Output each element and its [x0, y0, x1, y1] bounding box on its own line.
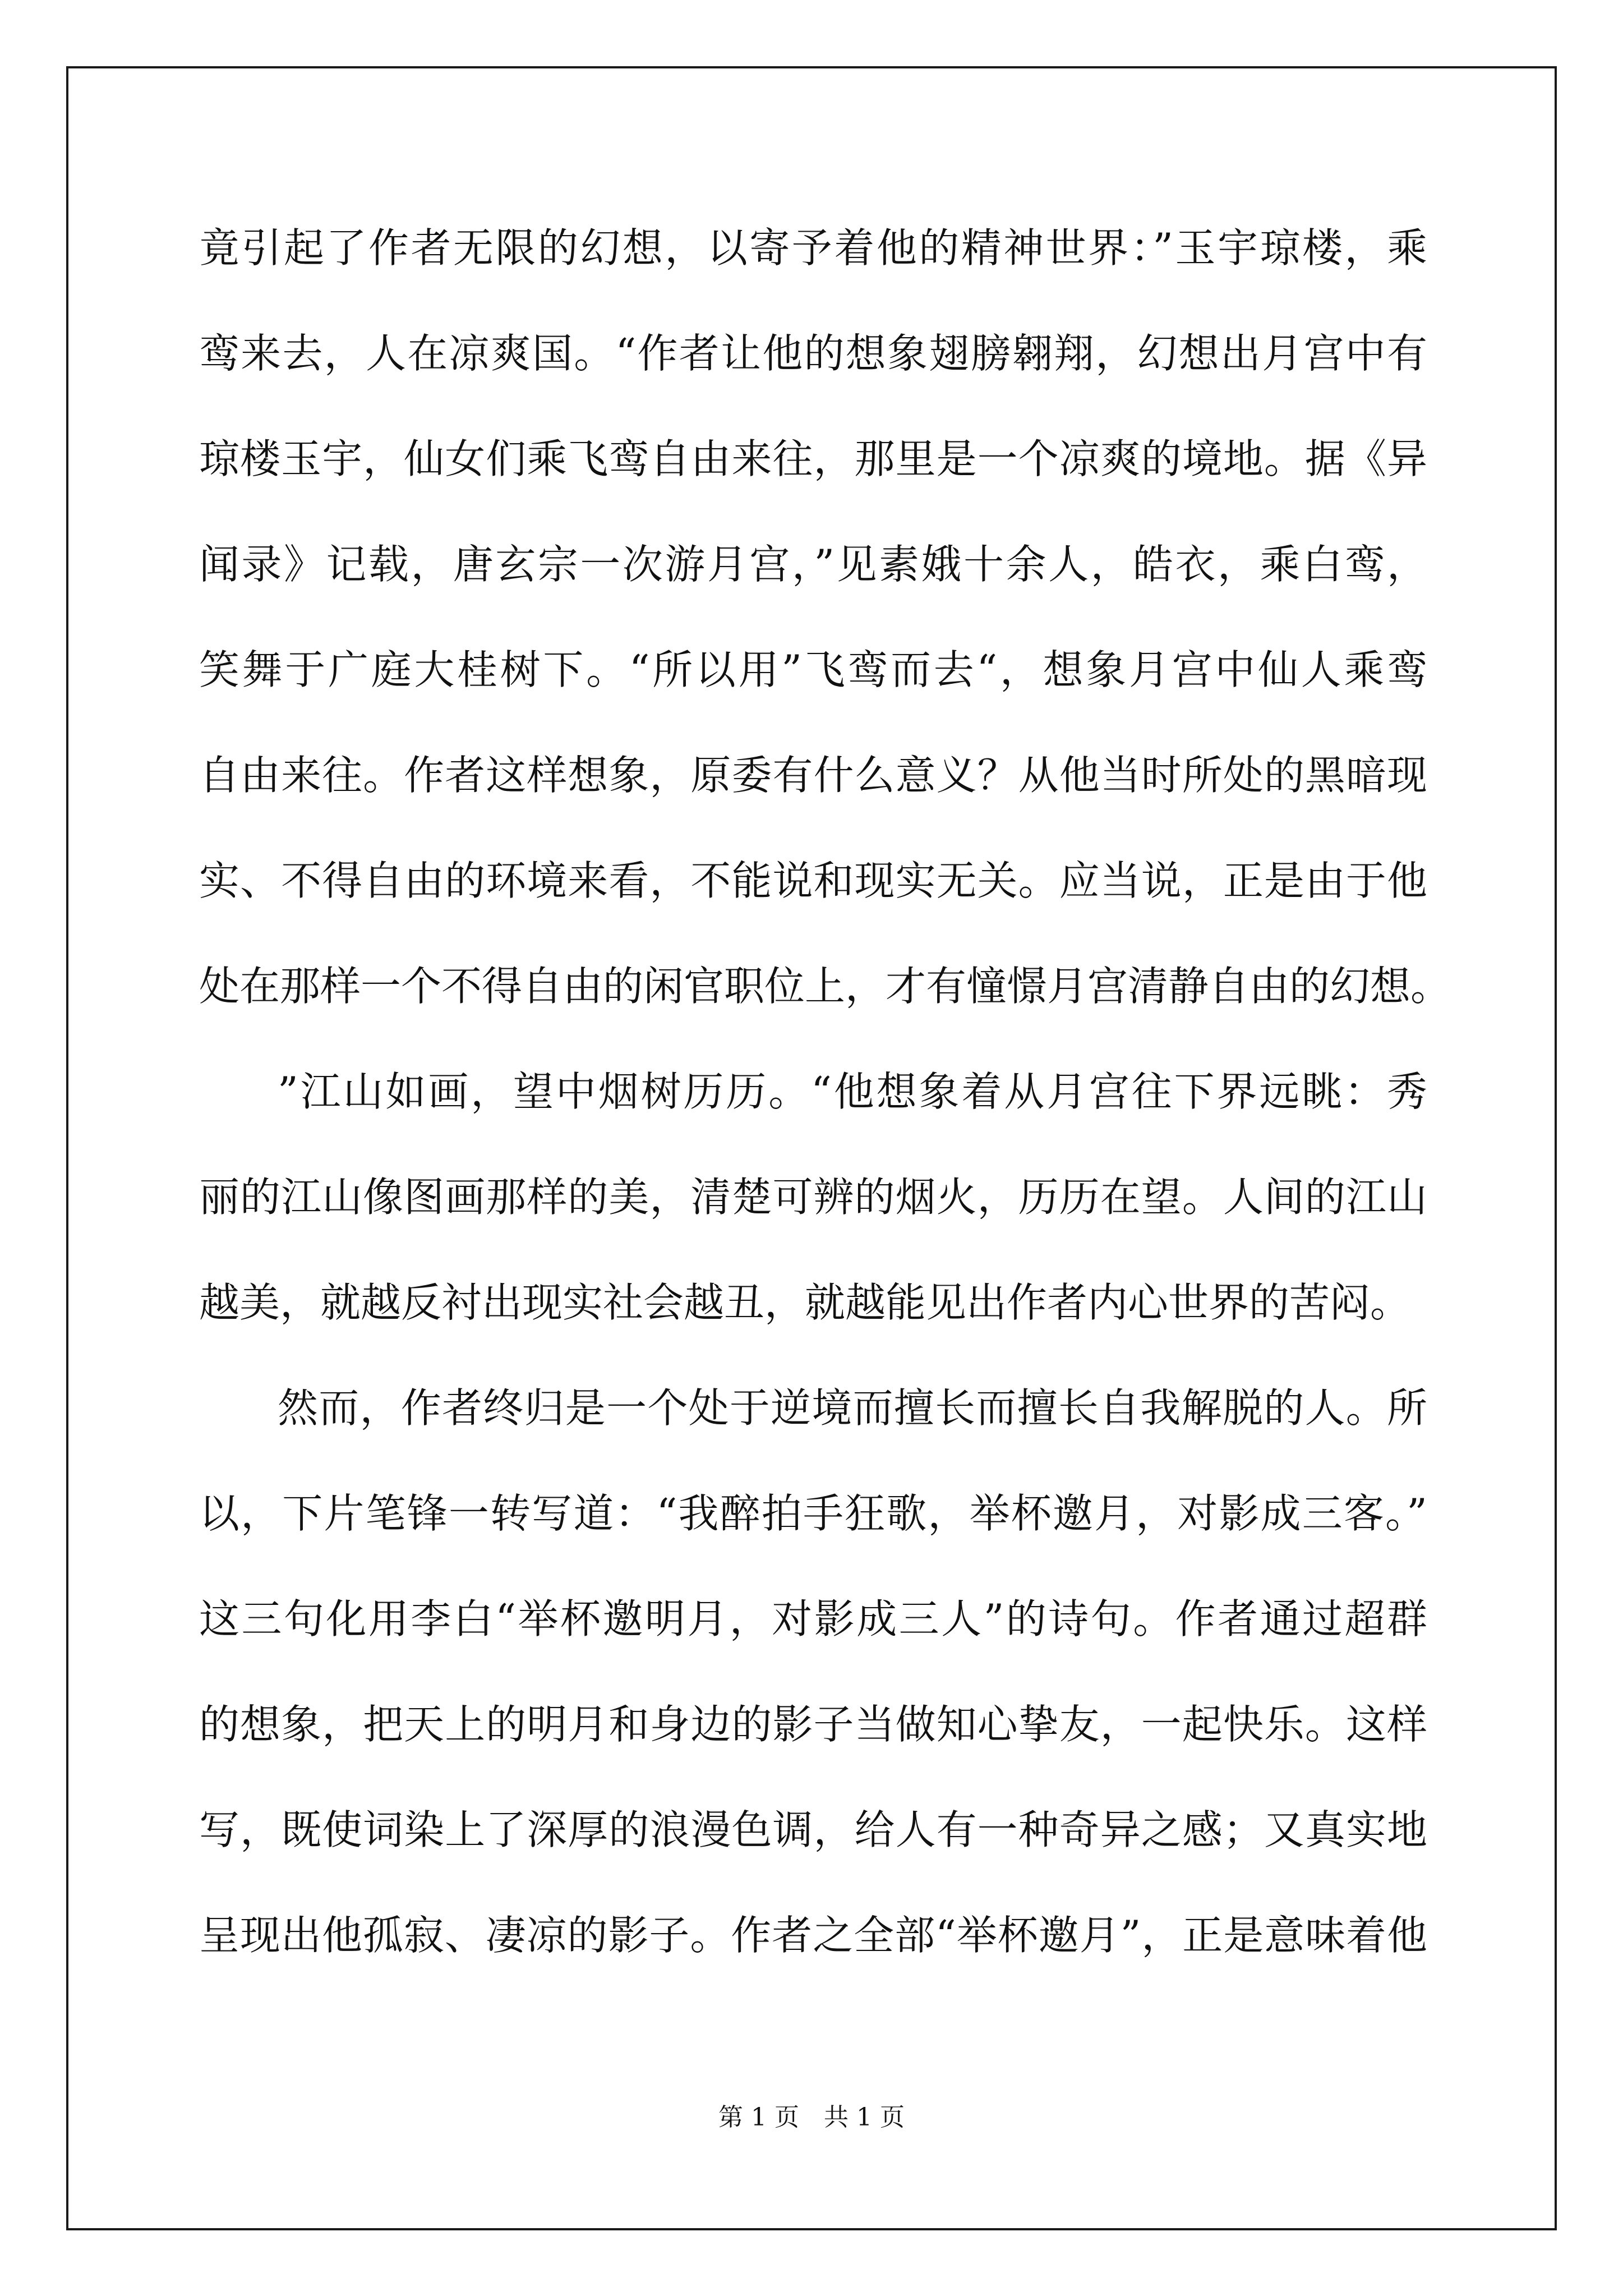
paragraph-start-line: ”江山如画，望中烟树历历。“他想象着从月宫往下界远眺：秀: [278, 1068, 1427, 1115]
text-line: 呈现出他孤寂、凄凉的影子。作者之全部“举杯邀月”，正是意味着他: [199, 1912, 1427, 1959]
text-line: 以，下片笔锋一转写道：“我醉拍手狂歌，举杯邀月，对影成三客。”: [199, 1490, 1427, 1537]
text-line: 闻录》记载，唐玄宗一次游月宫，”见素娥十余人，皓衣，乘白鸾，: [199, 541, 1427, 588]
page-number-footer: 第 1 页 共 1 页: [718, 2103, 905, 2132]
text-line: 自由来往。作者这样想象，原委有什么意义？从他当时所处的黑暗现: [199, 752, 1427, 799]
text-line: 的想象，把天上的明月和身边的影子当做知心挚友，一起快乐。这样: [199, 1701, 1427, 1748]
text-line: 鸾来去，人在凉爽国。“作者让他的想象翅膀翱翔，幻想出月宫中有: [199, 330, 1427, 377]
text-line: 琼楼玉宇，仙女们乘飞鸾自由来往，那里是一个凉爽的境地。据《异: [199, 435, 1427, 482]
text-line: 处在那样一个不得自由的闲官职位上，才有憧憬月宫清静自由的幻想。: [199, 963, 1451, 1010]
text-line: 越美，就越反衬出现实社会越丑，就越能见出作者内心世界的苦闷。: [199, 1279, 1411, 1326]
text-line: 这三句化用李白“举杯邀明月，对影成三人”的诗句。作者通过超群: [199, 1595, 1427, 1642]
paragraph-start-line: 然而，作者终归是一个处于逆境而擅长而擅长自我解脱的人。所: [278, 1384, 1427, 1432]
text-line: 写，既使词染上了深厚的浪漫色调，给人有一种奇异之感；又真实地: [199, 1806, 1427, 1853]
text-line: 丽的江山像图画那样的美，清楚可辨的烟火，历历在望。人间的江山: [199, 1174, 1427, 1221]
text-line: 笑舞于广庭大桂树下。“所以用”飞鸾而去“，想象月宫中仙人乘鸾: [199, 646, 1427, 693]
text-line: 竟引起了作者无限的幻想，以寄予着他的精神世界：”玉宇琼楼，乘: [199, 224, 1427, 272]
text-line: 实、不得自由的环境来看，不能说和现实无关。应当说，正是由于他: [199, 857, 1427, 904]
document-body: [199, 195, 1451, 1988]
